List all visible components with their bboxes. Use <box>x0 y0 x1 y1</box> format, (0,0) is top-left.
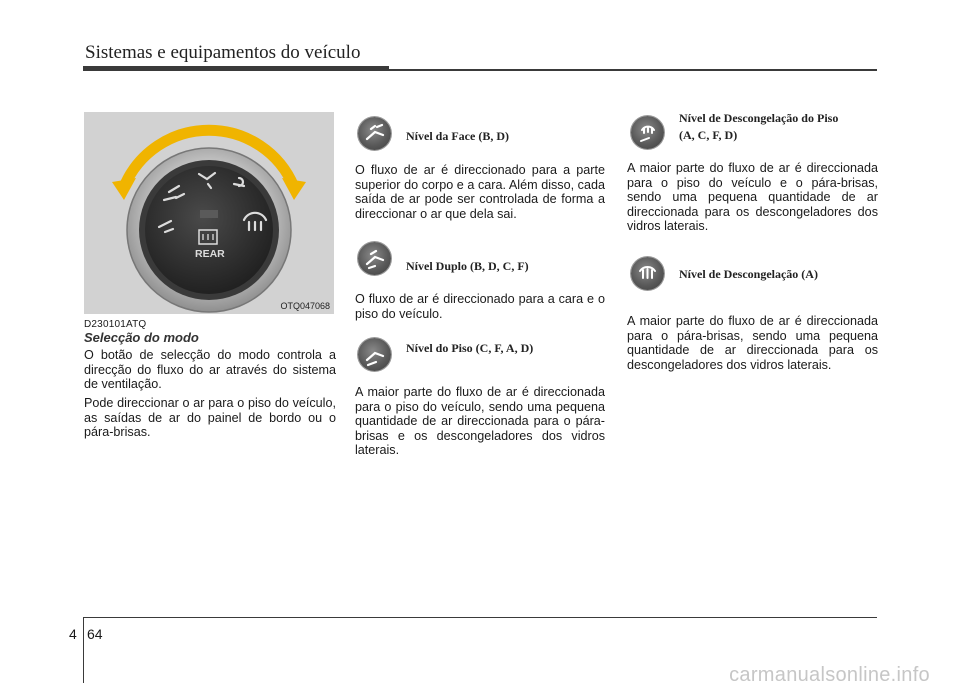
knob-grip <box>200 210 218 218</box>
section-subtitle: Selecção do modo <box>84 330 199 345</box>
paragraph-floor-defrost-mode: A maior parte do fluxo de ar é direccionada para o piso do veículo e o pára-brisas, sendo uma pequena quantidade de ar direccionada para os descongeladores dos vidros laterais. <box>627 161 878 233</box>
page-header-title: Sistemas e equipamentos do veículo <box>85 42 361 63</box>
mode-knob-figure <box>84 112 334 314</box>
rotation-arrowhead-right <box>282 178 306 200</box>
defrost-mode-label: Nível de Descongelação (A) <box>679 267 818 281</box>
floor-defrost-mode-label-1: Nível de Descongelação do Piso <box>679 111 839 125</box>
floor-mode-icon <box>358 338 391 371</box>
rotation-arrowhead-left <box>112 178 136 200</box>
face-mode-label: Nível da Face (B, D) <box>406 129 509 143</box>
paragraph-mode-direction: Pode direccionar o ar para o piso do veículo, as saídas de ar do painel de bordo ou o pára-brisas. <box>84 396 336 439</box>
chapter-number: 4 <box>69 626 77 642</box>
mode-knob-illustration <box>84 112 334 314</box>
floor-defrost-mode-icon <box>631 116 664 149</box>
bilevel-mode-label: Nível Duplo (B, D, C, F) <box>406 259 529 273</box>
figure-code: OTQ047068 <box>280 301 330 311</box>
paragraph-defrost-mode: A maior parte do fluxo de ar é direccionada para o pára-brisas, sendo uma pequena quantidade de ar direccionada para os descongeladores dos vidros laterais. <box>627 314 878 372</box>
paragraph-face-mode: O fluxo de ar é direccionado para a parte superior do corpo e a cara. Além disso, cada saída de ar pode ser controlada de forma a direccionar o ar que dela sai. <box>355 163 605 221</box>
rear-label: REAR <box>195 248 225 260</box>
floor-mode-label: Nível do Piso (C, F, A, D) <box>406 341 534 355</box>
page-number: 64 <box>87 626 103 642</box>
watermark: carmanualsonline.info <box>729 664 930 686</box>
floor-defrost-mode-label-2: (A, C, F, D) <box>679 128 738 142</box>
face-mode-icon <box>358 117 391 150</box>
header-rule-thick <box>83 66 389 71</box>
footer-rule <box>83 617 877 618</box>
defrost-mode-icon <box>631 257 664 290</box>
section-code-text: D230101ATQ <box>84 319 147 330</box>
paragraph-bilevel-mode: O fluxo de ar é direccionado para a cara e o piso do veículo. <box>355 292 605 321</box>
paragraph-floor-mode: A maior parte do fluxo de ar é direccionada para o piso do veículo, sendo uma pequena quantidade de ar direccionada para o pára-brisas e os descongeladores dos vidros laterais. <box>355 385 605 457</box>
header-rule-thin <box>389 69 877 71</box>
footer-divider <box>83 617 84 683</box>
paragraph-mode-intro: O botão de selecção do modo controla a direcção do fluxo do ar através do sistema de ventilação. <box>84 348 336 391</box>
bilevel-mode-icon <box>358 242 391 275</box>
